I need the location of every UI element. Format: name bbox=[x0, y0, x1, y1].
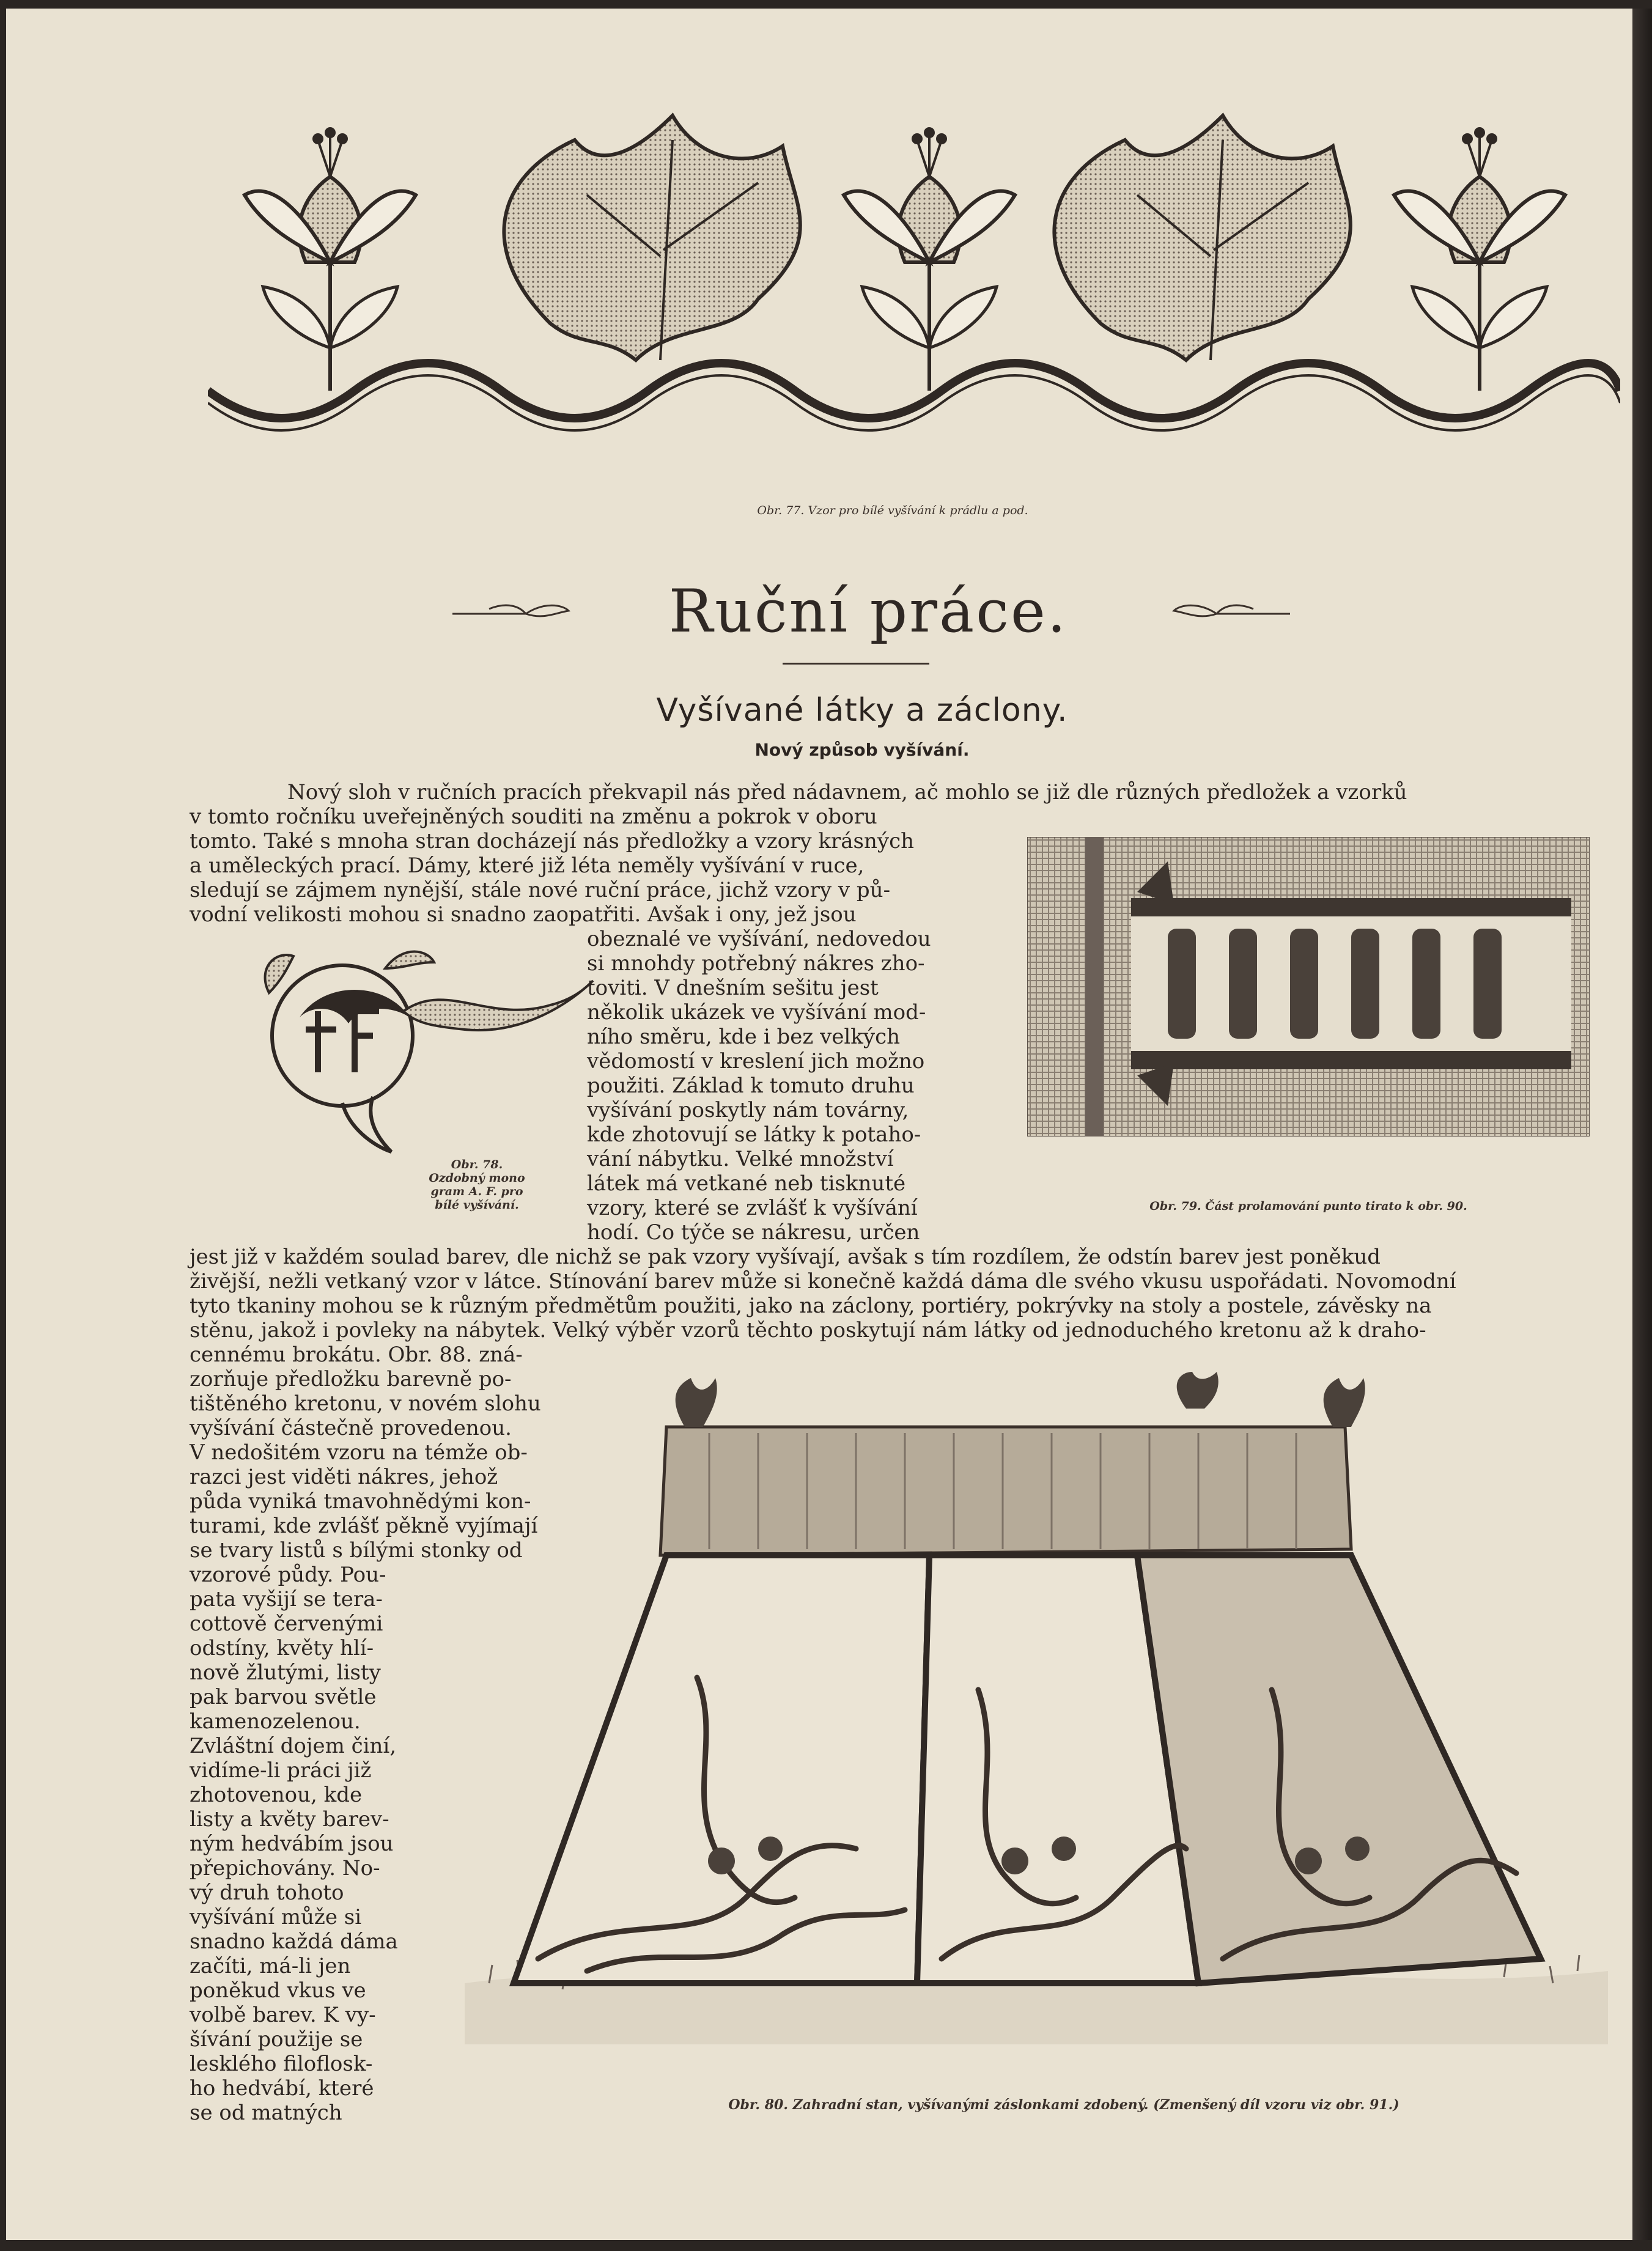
text-line: tyto tkaniny mohou se k různým předmětům použiti, jako na záclony, portiéry, pokrývky na stoly a postele, závěsky na bbox=[190, 1294, 1432, 1318]
fig79-caption: Obr. 79. Část prolamování punto tirato k obr. 90. bbox=[1149, 1199, 1467, 1213]
fig78-caption-line: Ozdobný mono bbox=[429, 1171, 525, 1185]
text-line: vzory, které se zvlášť k vyšívání bbox=[587, 1196, 918, 1220]
text-line: cottově červenými bbox=[190, 1612, 383, 1636]
text-line: jest již v každém soulad barev, dle nichž se pak vzory vyšívají, avšak s tím rozdílem, že odstín barev jest poněkud bbox=[190, 1245, 1381, 1269]
page-title: Ruční práce. bbox=[668, 577, 1068, 646]
article-subtitle: Vyšívané látky a záclony. bbox=[656, 692, 1068, 729]
text-line: kamenozelenou. bbox=[190, 1709, 361, 1734]
text-line: v tomto ročníku uveřejněných souditi na změnu a pokrok v oboru bbox=[190, 805, 877, 829]
paragraph-full-width bbox=[190, 1245, 1565, 1343]
fig80-caption: Obr. 80. Zahradní stan, vyšívanými záslonkami zdobený. (Zmenšený díl vzoru viz obr. 91.) bbox=[728, 2097, 1399, 2113]
text-line: stěnu, jakož i povleky na nábytek. Velký výběr vzorů těchto poskytují nám látky od jednoduchého kretonu až k draho- bbox=[190, 1318, 1426, 1343]
text-line: a uměleckých prací. Dámy, které již léta neměly vyšívání v ruce, bbox=[190, 853, 865, 878]
first-line-text: Nový sloh v ručních pracích překvapil nás před nádavnem, ač mohlo se již dle různých předložek a vzorků bbox=[287, 780, 1407, 805]
text-line: živější, nežli vetkaný vzor v látce. Stínování barev může si konečně každá dáma dle svého vkusu uspořádati. Novomodní bbox=[190, 1269, 1456, 1294]
text-line: ního směru, kde i bez velkých bbox=[587, 1025, 901, 1049]
magazine-page bbox=[6, 9, 1632, 2240]
fig78-monogram-ornament bbox=[232, 944, 599, 1164]
text-line: vzorové půdy. Pou- bbox=[190, 1563, 386, 1587]
text-line: tištěného kretonu, v novém slohu bbox=[190, 1391, 541, 1416]
text-line: začíti, má-li jen bbox=[190, 1954, 351, 1978]
text-line: si mnohdy potřebný nákres zho- bbox=[587, 951, 925, 976]
text-line: obeznalé ve vyšívání, nedovedou bbox=[587, 927, 931, 951]
text-line: kde zhotovují se látky k potaho- bbox=[587, 1122, 921, 1147]
text-line: zorňuje předložku barevně po- bbox=[190, 1367, 512, 1391]
text-line: půda vyniká tmavohnědými kon- bbox=[190, 1489, 531, 1514]
text-line: hodí. Co týče se nákresu, určen bbox=[587, 1220, 920, 1245]
text-line: vědomostí v kreslení jich možno bbox=[587, 1049, 925, 1074]
text-line: látek má vetkané neb tisknuté bbox=[587, 1171, 906, 1196]
text-line: sledují se zájmem nynější, stále nové ruční práce, jichž vzory v pů- bbox=[190, 878, 891, 902]
text-line: listy a květy barev- bbox=[190, 1807, 389, 1832]
text-line: vání nábytku. Velké množství bbox=[587, 1147, 894, 1171]
text-line: šívání použije se bbox=[190, 2027, 363, 2052]
text-line: vyšívání částečně provedenou. bbox=[190, 1416, 512, 1440]
fig77-caption: Obr. 77. Vzor pro bílé vyšívání k prádlu a pod. bbox=[757, 504, 1028, 517]
text-line: razci jest viděti nákres, jehož bbox=[190, 1465, 498, 1489]
text-line: vodní velikosti mohou si snadno zaopatřiti. Avšak i ony, jež jsou bbox=[190, 902, 857, 927]
fig77-ornament-border bbox=[208, 103, 1620, 446]
title-rule bbox=[783, 663, 929, 665]
text-line: odstíny, květy hlí- bbox=[190, 1636, 374, 1660]
text-line: lesklého filoflosk- bbox=[190, 2052, 373, 2076]
text-line: poněkud vkus ve bbox=[190, 1978, 366, 2003]
text-line: pak barvou světle bbox=[190, 1685, 377, 1709]
text-line: vyšívání může si bbox=[190, 1905, 362, 1929]
text-line: se tvary listů s bílými stonky od bbox=[190, 1538, 523, 1563]
text-line: toviti. V dnešním sešitu jest bbox=[587, 976, 879, 1000]
text-line: vyšívání poskytly nám továrny, bbox=[587, 1098, 909, 1122]
text-line: cennému brokátu. Obr. 88. zná- bbox=[190, 1343, 523, 1367]
text-line: V nedošitém vzoru na témže ob- bbox=[190, 1440, 528, 1465]
page-binding-edge bbox=[1632, 9, 1652, 2240]
fig79-punto-tirato bbox=[1027, 837, 1590, 1137]
text-line: zhotovenou, kde bbox=[190, 1783, 363, 1807]
column-middle bbox=[587, 927, 966, 1245]
fig78-caption-line: gram A. F. pro bbox=[430, 1185, 523, 1198]
fig78-caption bbox=[404, 1158, 550, 1212]
text-line: Zvláštní dojem činí, bbox=[190, 1734, 397, 1758]
fig80-garden-tent bbox=[465, 1372, 1608, 2044]
text-line: několik ukázek ve vyšívání mod- bbox=[587, 1000, 926, 1025]
text-line: nově žlutými, listy bbox=[190, 1660, 381, 1685]
text-line: vidíme-li práci již bbox=[190, 1758, 372, 1783]
text-line: ným hedvábím jsou bbox=[190, 1832, 394, 1856]
text-line: ho hedvábí, které bbox=[190, 2076, 374, 2101]
section-subheading: Nový způsob vyšívání. bbox=[754, 740, 970, 760]
text-line: se od matných bbox=[190, 2101, 342, 2125]
column-top-left bbox=[190, 805, 984, 927]
text-line: vý druh tohoto bbox=[190, 1881, 344, 1905]
title-flourish-right bbox=[1168, 595, 1290, 632]
text-line: snadno každá dáma bbox=[190, 1929, 398, 1954]
text-line: použiti. Základ k tomuto druhu bbox=[587, 1074, 915, 1098]
text-line: tomto. Také s mnoha stran docházejí nás předložky a vzory krásných bbox=[190, 829, 915, 853]
text-line: pata vyšijí se tera- bbox=[190, 1587, 383, 1612]
fig78-caption-line: bílé vyšívání. bbox=[435, 1198, 519, 1212]
text-line: turami, kde zvlášť pěkně vyjímají bbox=[190, 1514, 538, 1538]
title-flourish-left bbox=[452, 595, 575, 632]
text-line: volbě barev. K vy- bbox=[190, 2003, 376, 2027]
paragraph-first-line bbox=[190, 780, 1565, 805]
fig78-caption-line: Obr. 78. bbox=[451, 1158, 503, 1171]
text-line: přepichovány. No- bbox=[190, 1856, 380, 1881]
